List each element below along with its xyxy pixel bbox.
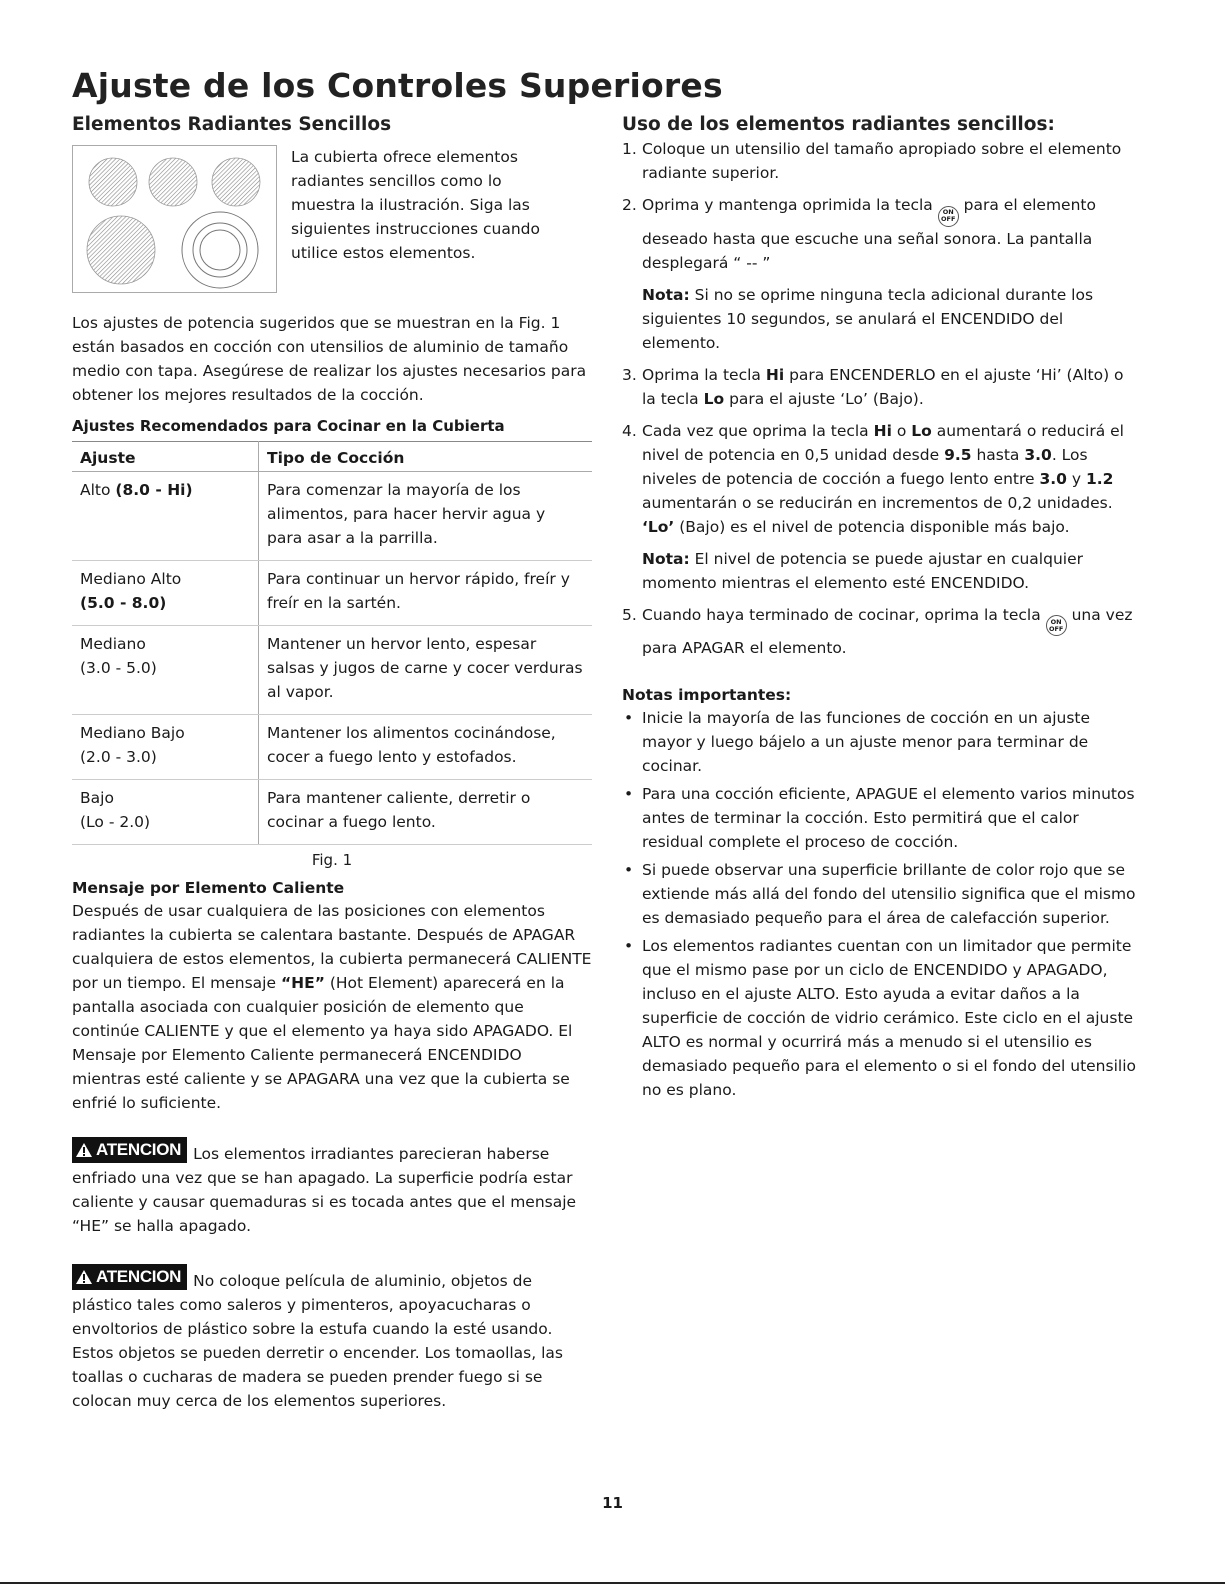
intro-text: La cubierta ofrece elementos radiantes sencillos como lo muestra la ilustración. Siga las siguientes instrucciones cuando utilice estos elementos. [291,148,540,262]
table-row [72,561,592,626]
warning-text: No coloque película de aluminio, objetos de plástico tales como saleros y pimenteros, apoyacucharas o envoltorios de plástico sobre la estufa cuando la esté usando. Estos objetos se pueden derretir o encender. Los tomaollas, las toallas o cucharas de madera se pueden prender fuego si se colocan muy cerca de los elementos superiores. [72,1272,563,1410]
list-item: • Los elementos radiantes cuentan con un limitador que permite que el mismo pase por un ciclo de ENCENDIDO y APAGADO, incluso en el ajuste ALTO. Esto ayuda a evitar daños a la superficie de cocción de vidrio cerámico. Este ciclo en el ajuste ALTO es normal y ocurrirá más a menudo si el utensilio es demasiado pequeño para el elemento o si el fondo del utensilio no es plano. [622,934,1142,1102]
page-title: Ajuste de los Controles Superiores [72,66,723,105]
setting-range: (Lo - 2.0) [80,813,151,831]
step-item [622,193,1142,275]
table-header-cooking-type: Tipo de Cocción [259,442,593,472]
table-row [72,780,592,845]
lo-key-label: Lo [703,389,725,408]
cooktop-illustration [72,145,277,293]
step-item: 3. Oprima la tecla Hi para ENCENDERLO en el ajuste ‘Hi’ (Alto) o la tecla Lo para el ajuste ‘Lo’ (Bajo). [622,363,1142,411]
warning-text: Los elementos irradiantes parecieran haberse enfriado una vez que se han apagado. La superficie podría estar caliente y causar quemaduras si es tocada antes que el mensaje “HE” se halla apagado. [72,1145,577,1235]
figure-label: Fig. 1 [311,851,353,869]
setting-description: Para continuar un hervor rápido, freír y freír en la sartén. [259,561,593,626]
burner-center-rear [149,158,197,206]
setting-range: (8.0 - Hi) [115,481,193,499]
step-text: Oprima y mantenga oprimida la tecla [642,196,938,214]
note-adjust [642,547,1142,595]
intro-block [72,145,592,293]
important-notes-list [622,706,1142,1102]
step-number: 4. [622,421,637,440]
step-number: 1. [622,140,637,158]
warning-label: ATENCION [96,1267,182,1286]
step-item: 5. Cuando haya terminado de cocinar, oprima la tecla ON OFF una vez para APAGAR el elemento. [622,603,1142,661]
step-text: Coloque un utensilio del tamaño apropiado sobre el elemento radiante superior. [642,140,1122,182]
settings-table [72,441,592,845]
burner-right-rear [212,158,260,206]
step-number: 5. [622,605,637,624]
warning-triangle-icon [75,1269,93,1285]
table-row [72,626,592,715]
cooktop-diagram-icon [73,146,276,292]
setting-range: (3.0 - 5.0) [80,659,157,677]
page-number: 11 [602,1494,623,1512]
table-title: Ajustes Recomendados para Cocinar en la Cubierta [72,417,505,435]
warning-no-objects [72,1264,592,1413]
step-item: 4. Cada vez que oprima la tecla Hi o Lo aumentará o reducirá el nivel de potencia en 0,5 unidad desde 9.5 hasta 3.0. Los niveles de potencia de cocción a fuego lento entre 3.0 y 1.2 aumentarán o se reducirán en incrementos de 0,2 unidades. ‘Lo’ (Bajo) es el nivel de potencia disponible más bajo. [622,419,1142,539]
power-settings-paragraph: Los ajustes de potencia sugeridos que se muestran en la Fig. 1 están basados en cocción con utensilios de aluminio de tamaño medio con tapa. Asegúrese de realizar los ajustes necesarios para obtener los mejores resultados de la cocción. [72,314,587,404]
setting-name: Bajo [80,789,114,807]
left-column [72,114,592,1423]
warning-badge [72,1137,187,1163]
important-notes-heading: Notas importantes: [622,686,792,704]
burner-right-front-inner [200,230,240,270]
step-item [622,137,1142,185]
section-heading-radiant-elements: Elementos Radiantes Sencillos [72,114,392,135]
note-timeout [642,283,1142,355]
hi-key-label: Hi [765,365,785,384]
he-message-label: “HE” [280,974,325,992]
setting-description: Mantener los alimentos cocinándose, cocer a fuego lento y estofados. [259,715,593,780]
on-off-key-icon: ON OFF [938,206,959,227]
warning-triangle-icon [75,1142,93,1158]
hot-text-part-1: Después de usar cualquiera de las posiciones con elementos radiantes la cubierta se calentara bastante. Después de APAGAR cualquiera de estos elementos, la cubierta permanecerá CALIENTE por un tiempo. El mensaje [72,902,592,992]
hot-element-heading: Mensaje por Elemento Caliente [72,879,345,897]
setting-description: Para comenzar la mayoría de los alimentos, para hacer hervir agua y para asar a la parrilla. [259,472,593,561]
step-text: para el elemento deseado hasta que escuche una señal sonora. La pantalla desplegará “ -- ” [642,196,1096,272]
step-number: 3. [622,365,637,384]
table-row [72,715,592,780]
table-row [72,472,592,561]
step-number: 2. [622,196,637,214]
burner-left-front [87,216,155,284]
setting-name: Mediano Bajo [80,724,185,742]
hot-element-paragraph [72,899,592,1115]
steps-list [622,137,1142,275]
note-text: Si no se oprime ninguna tecla adicional durante los siguientes 10 segundos, se anulará el ENCENDIDO del elemento. [642,285,1094,352]
warning-badge [72,1264,187,1290]
setting-description: Para mantener caliente, derretir o cocinar a fuego lento. [259,780,593,845]
burner-left-rear [89,158,137,206]
setting-name: Mediano [80,635,146,653]
warning-label: ATENCION [96,1140,182,1159]
bottom-rule [0,1582,1225,1584]
hot-text-part-2: (Hot Element) aparecerá en la pantalla asociada con cualquier posición de elemento que continúe CALIENTE y que el elemento ya haya sido APAGADO. El Mensaje por Elemento Caliente permanecerá ENCENDIDO mientras esté caliente y se APAGARA una vez que la cubierta se enfrié lo suficiente. [72,974,573,1112]
note-label: Nota: [642,549,690,568]
steps-list-final [622,603,1142,661]
setting-description: Mantener un hervor lento, espesar salsas y jugos de carne y cocer verduras al vapor. [259,626,593,715]
table-header-setting: Ajuste [72,442,259,472]
setting-range: (2.0 - 3.0) [80,748,157,766]
note-text: El nivel de potencia se puede ajustar en cualquier momento mientras el elemento esté ENCENDIDO. [642,549,1083,592]
on-off-key-icon: ON OFF [1046,615,1067,636]
steps-list-continued [622,363,1142,539]
section-heading-usage: Uso de los elementos radiantes sencillos: [622,114,1055,135]
setting-name: Alto [80,481,111,499]
setting-name: Mediano Alto [80,570,182,588]
right-column [622,114,1142,1106]
list-item: • Inicie la mayoría de las funciones de cocción en un ajuste mayor y luego bájelo a un ajuste menor para terminar de cocinar. [622,706,1142,778]
setting-range: (5.0 - 8.0) [80,594,167,612]
table-header-row [72,442,592,472]
warning-residual-heat [72,1137,592,1238]
list-item: • Para una cocción eficiente, APAGUE el elemento varios minutos antes de terminar la cocción. Esto permitirá que el calor residual complete el proceso de cocción. [622,782,1142,854]
list-item: • Si puede observar una superficie brillante de color rojo que se extiende más allá del fondo del utensilio significa que el mismo es demasiado pequeño para el área de calefacción superior. [622,858,1142,930]
note-label: Nota: [642,285,690,304]
